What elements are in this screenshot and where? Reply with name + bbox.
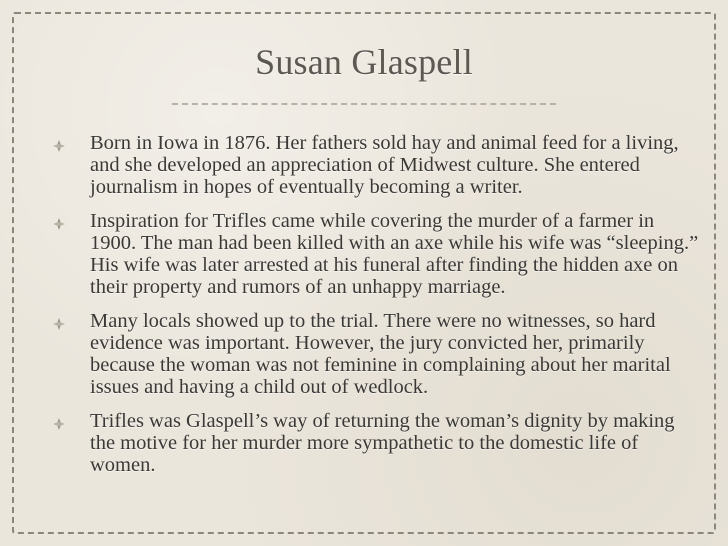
- bullet-item: [50, 132, 702, 198]
- bullet-item: [50, 410, 702, 476]
- bullet-text: Many locals showed up to the trial. There were no witnesses, so hard evidence was important. However, the jury convicted her, primarily because the woman was not feminine in complaining about her marital issues and having a child out of wedlock.: [90, 310, 671, 398]
- diamond-bullet-icon: [52, 414, 66, 428]
- bullet-text: Born in Iowa in 1876. Her fathers sold hay and animal feed for a living, and she developed an appreciation of Midwest culture. She entered journalism in hopes of eventually becoming a writer.: [90, 132, 679, 198]
- diamond-bullet-icon: [52, 136, 66, 150]
- diamond-bullet-icon: [52, 214, 66, 228]
- slide-title: Susan Glaspell: [255, 42, 473, 82]
- bullet-text: Trifles was Glaspell’s way of returning the woman’s dignity by making the motive for her murder more sympathetic to the domestic life of women.: [90, 410, 675, 476]
- bullet-text: Inspiration for Trifles came while covering the murder of a farmer in 1900. The man had been killed with an axe while his wife was “sleeping.” His wife was later arrested at his funeral after finding the hidden axe on their property and rumors of an unhappy marriage.: [90, 210, 699, 298]
- bullet-item: [50, 310, 702, 398]
- bullet-item: [50, 210, 702, 298]
- bullet-list: [50, 132, 702, 488]
- title-divider: [172, 103, 556, 105]
- diamond-bullet-icon: [52, 314, 66, 328]
